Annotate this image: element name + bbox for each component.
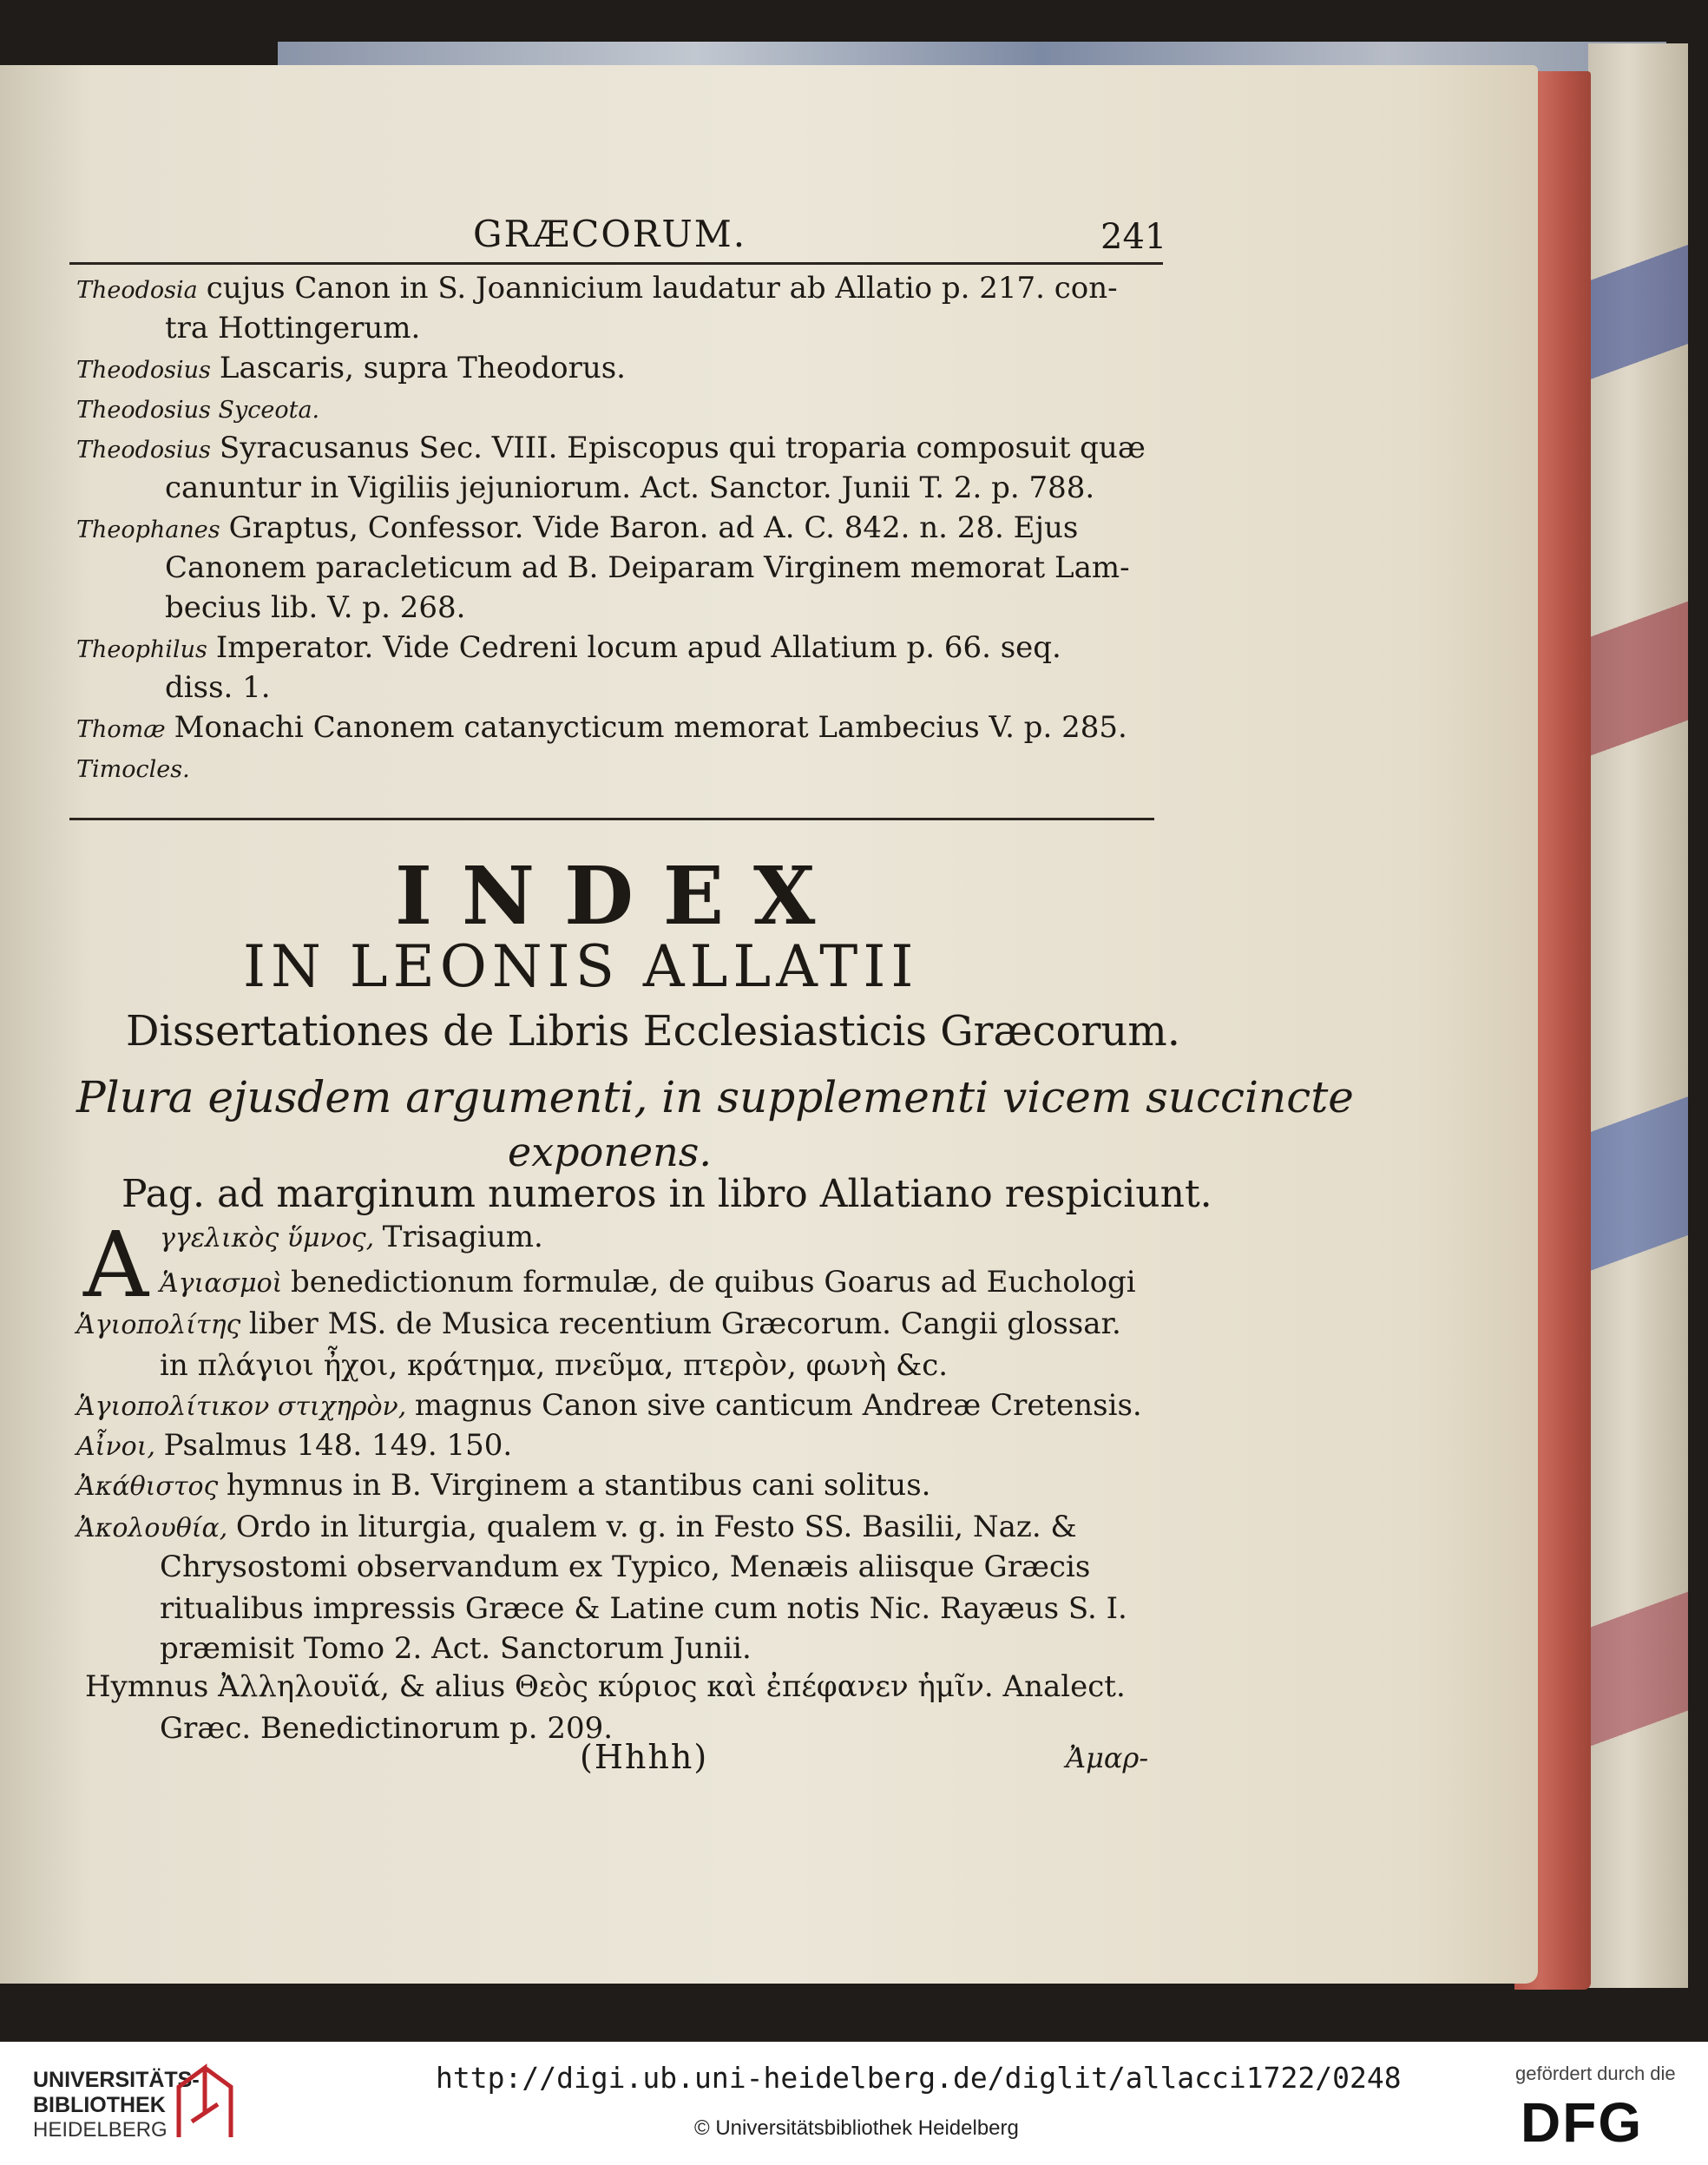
permalink[interactable]: http://digi.ub.uni-heidelberg.de/diglit/allacci1722/0248 xyxy=(436,2061,1402,2095)
greek-entry-text: Hymnus Ἀλληλουϊά, & alius Θεὸς κύριος καὶ ἐπέφανεν ἡμῖν. Analect. xyxy=(85,1669,1126,1704)
entry-name: Theophanes xyxy=(76,517,220,543)
title-exponens: exponens. xyxy=(508,1129,713,1175)
greek-index-line xyxy=(160,1348,949,1383)
library-city: HEIDELBERG xyxy=(33,2118,168,2142)
title-dissertationes: Dissertationes de Libris Ecclesiasticis Græcorum. xyxy=(126,1007,1181,1056)
index-entry-line xyxy=(76,630,1061,665)
greek-entry-text: hymnus in B. Virginem a stantibus cani solitus. xyxy=(226,1468,931,1503)
entry-text: diss. 1. xyxy=(165,670,271,705)
greek-term: γγελικὸς ὕμνος, xyxy=(160,1223,383,1254)
entry-name: Theophilus xyxy=(76,636,207,663)
entry-text: Imperator. Vide Cedreni locum apud Allatium p. 66. seq. xyxy=(215,630,1061,665)
greek-term: Ἁγιασμοὶ xyxy=(160,1268,291,1299)
entry-text: cujus Canon in S. Joannicium laudatur ab Allatio p. 217. con- xyxy=(206,271,1118,306)
greek-index-line xyxy=(85,1669,1126,1704)
greek-entry-text: ritualibus impressis Græce & Latine cum notis Nic. Rayæus S. I. xyxy=(160,1591,1127,1626)
index-entry-line xyxy=(76,353,626,383)
greek-entry-text: Ordo in liturgia, qualem v. g. in Festo SS. Basilii, Naz. & xyxy=(235,1510,1077,1544)
library-name: UNIVERSITÄTS- BIBLIOTHEK xyxy=(33,2068,200,2117)
greek-entry-text: Chrysostomi observandum ex Typico, Menæis aliisque Græcis xyxy=(160,1550,1091,1584)
greek-index-line xyxy=(160,1222,543,1252)
greek-index-line xyxy=(76,1512,1077,1542)
index-entry-line xyxy=(76,433,1146,463)
index-entry-line xyxy=(76,271,1118,306)
index-entry-line xyxy=(165,670,271,705)
entry-text: canuntur in Vigiliis jejuniorum. Act. Sanctor. Junii T. 2. p. 788. xyxy=(165,471,1095,505)
title-index: INDEX xyxy=(395,849,845,943)
title-plura: Plura ejusdem argumenti, in supplementi vicem succincte xyxy=(76,1072,1354,1122)
title-leonis-allatii: IN LEONIS ALLATII xyxy=(243,933,919,1000)
copyright-note: © Universitätsbibliothek Heidelberg xyxy=(694,2116,1019,2140)
entry-text: Syracusanus Sec. VIII. Episcopus qui troparia composuit quæ xyxy=(219,431,1146,465)
greek-term: Ἁγιοπολίτης xyxy=(76,1310,249,1340)
running-head: GRÆCORUM. xyxy=(473,213,747,255)
greek-index-line xyxy=(76,1388,1142,1423)
entry-text: Graptus, Confessor. Vide Baron. ad A. C. 842. n. 28. Ejus xyxy=(228,510,1079,545)
entry-name: Timocles. xyxy=(76,756,190,783)
greek-entry-text: Psalmus 148. 149. 150. xyxy=(163,1428,513,1463)
index-entry-line xyxy=(76,393,328,423)
greek-term: Ἀκάθιστος xyxy=(76,1471,227,1502)
greek-entry-text: Trisagium. xyxy=(382,1220,543,1254)
greek-entry-text: in πλάγιοι ἦχοι, κράτημα, πνεῦμα, πτερὸν, φωνὴ &c. xyxy=(160,1348,949,1383)
index-entry-line xyxy=(76,510,1079,545)
greek-index-line xyxy=(76,1468,931,1503)
entry-text: Monachi Canonem catanycticum memorat Lambecius V. p. 285. xyxy=(174,710,1127,745)
greek-entry-text: magnus Canon sive canticum Andreæ Cretensis. xyxy=(414,1388,1142,1423)
greek-term: Ἁγιοπολίτικον στιχηρὸν, xyxy=(76,1392,415,1422)
section-rule xyxy=(69,818,1154,820)
header-rule xyxy=(69,262,1163,265)
entry-text: Lascaris, supra Theodorus. xyxy=(219,351,626,385)
entry-name: Theodosius xyxy=(76,437,211,464)
greek-entry-text: præmisit Tomo 2. Act. Sanctorum Junii. xyxy=(160,1631,752,1666)
dfg-logo: DFG xyxy=(1521,2091,1644,2154)
index-entry-line xyxy=(165,590,466,625)
entry-name: Theodosius Syceota. xyxy=(76,397,320,424)
library-logo-icon xyxy=(170,2061,238,2144)
greek-index-line xyxy=(160,1265,1136,1300)
greek-term: Ἀκολουθία, xyxy=(76,1513,236,1543)
signature-mark: (Hhhh) xyxy=(580,1738,709,1776)
index-entry-line xyxy=(165,473,1094,503)
entry-text: becius lib. V. p. 268. xyxy=(165,590,466,625)
marbled-cover-side xyxy=(1588,43,1688,1988)
entry-name: Thomæ xyxy=(76,716,166,743)
greek-index-line xyxy=(160,1711,614,1746)
entry-text: Canonem paracleticum ad B. Deiparam Virginem memorat Lam- xyxy=(165,550,1130,585)
greek-index-line xyxy=(160,1591,1127,1626)
greek-index-line xyxy=(160,1631,752,1666)
greek-entry-text: Græc. Benedictinorum p. 209. xyxy=(160,1711,614,1746)
footer-bar xyxy=(0,2042,1708,2165)
greek-index-line xyxy=(160,1552,1090,1582)
greek-index-line xyxy=(76,1428,513,1463)
greek-entry-text: liber MS. de Musica recentium Græcorum. Cangii glossar. xyxy=(248,1306,1121,1341)
title-pag-note: Pag. ad marginum numeros in libro Allatiano respiciunt. xyxy=(122,1172,1212,1216)
index-entry-line xyxy=(165,313,420,343)
index-entry-line xyxy=(76,710,1127,745)
greek-term: Αἶνοι, xyxy=(76,1431,164,1462)
entry-name: Theodosia xyxy=(76,277,198,304)
funding-note: gefördert durch die xyxy=(1515,2063,1676,2084)
catchword: Ἀμαρ- xyxy=(1066,1741,1149,1774)
page-number: 241 xyxy=(1100,217,1167,257)
greek-entry-text: benedictionum formulæ, de quibus Goarus ad Euchologi xyxy=(290,1265,1136,1300)
entry-name: Theodosius xyxy=(76,357,211,384)
index-entry-line xyxy=(165,550,1130,585)
drop-cap: A xyxy=(83,1212,149,1318)
index-entry-line xyxy=(76,753,199,782)
entry-text: tra Hottingerum. xyxy=(165,311,421,345)
greek-index-line xyxy=(76,1306,1121,1341)
